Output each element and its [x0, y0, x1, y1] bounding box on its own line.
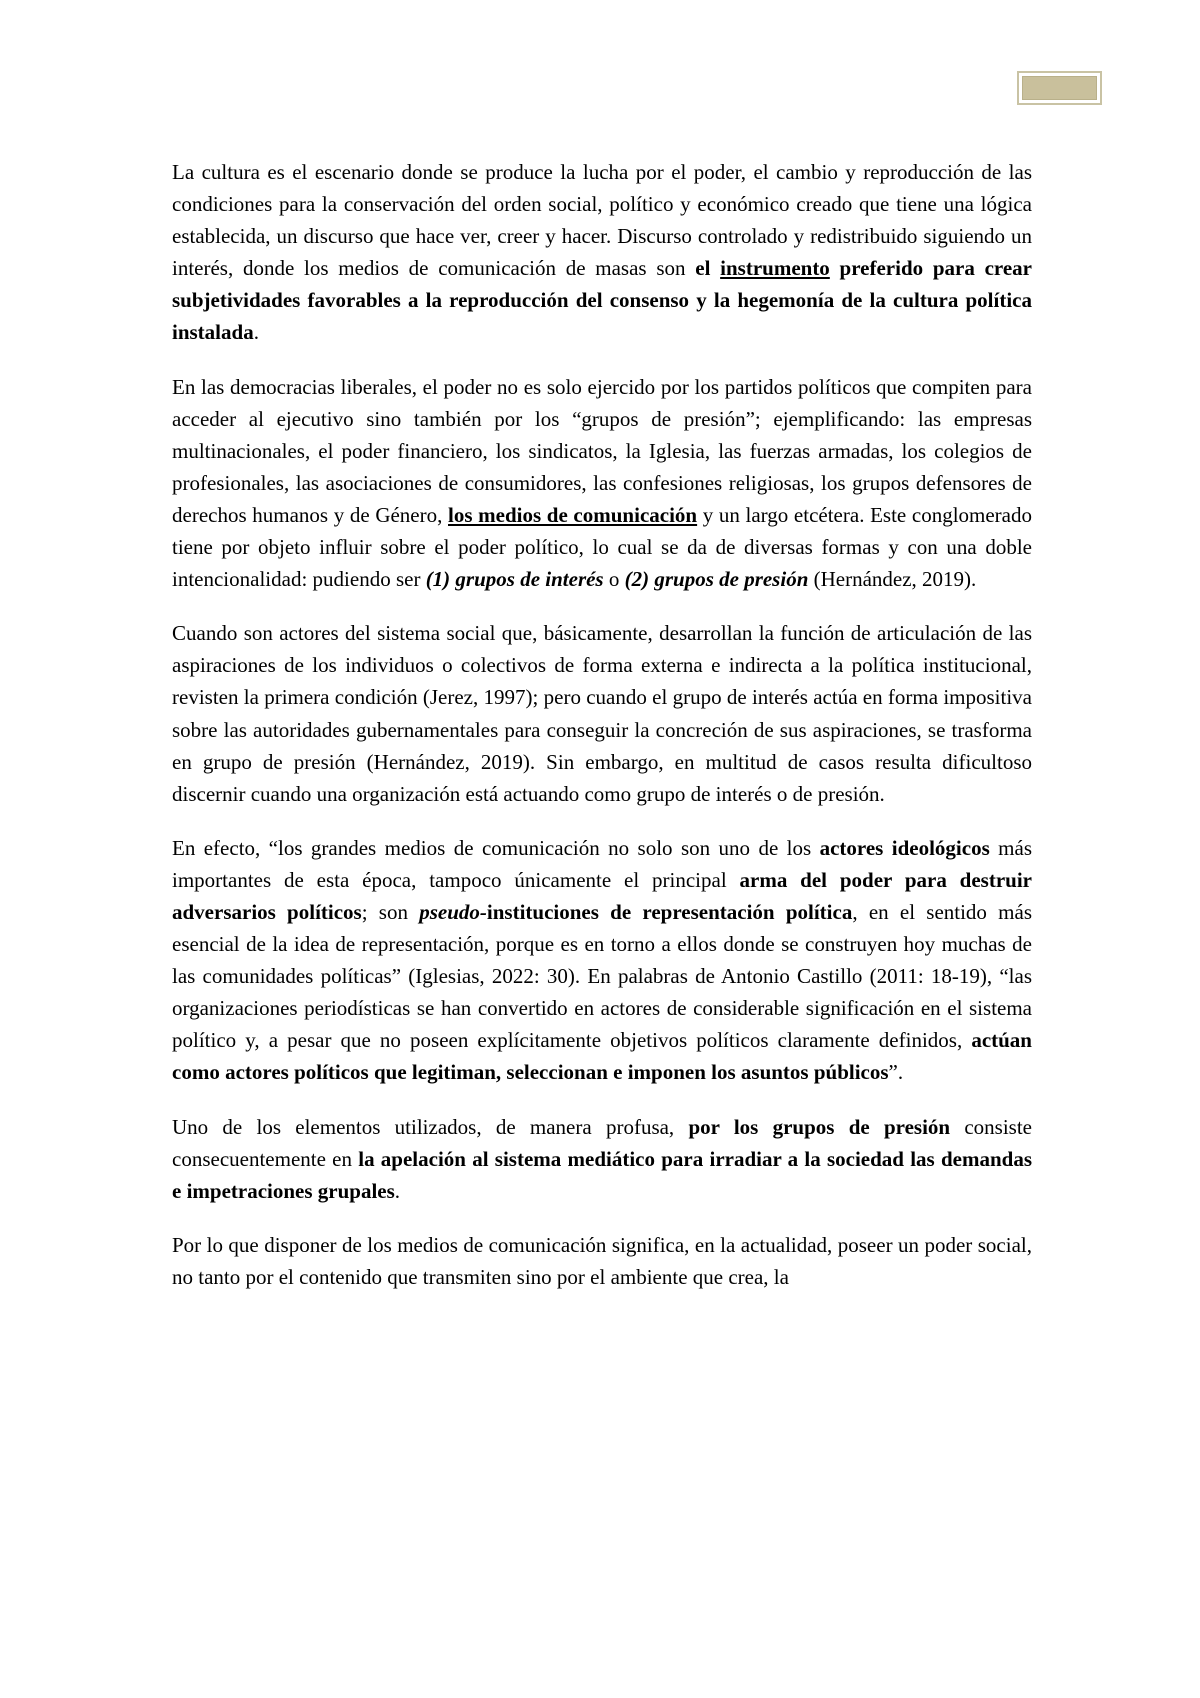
- bold-italic-text: (1) grupos de interés: [425, 567, 604, 592]
- text-run: consiste consecuentemente en: [172, 1114, 1033, 1171]
- text-run: En las democracias liberales, el poder no es solo ejercido por los partidos políticos que compiten para acceder al ejecutivo sino también por los “grupos de presión”; ejemplificando: las empresas multinacionales, el poder financiero, los sindicatos, la Iglesia, las fuerzas armadas, los colegios de profesionales, las asociaciones de consumidores, las confesiones religiosas, los grupos defensores de derechos humanos y de Género,: [172, 374, 1032, 527]
- text-run: Uno de los elementos utilizados, de manera profusa,: [172, 1114, 689, 1139]
- document-body: [172, 156, 1032, 1293]
- paragraph-6: [172, 1229, 1032, 1293]
- bold-underlined-text: los medios de comunicación: [448, 502, 698, 527]
- paragraph-3: [172, 617, 1032, 810]
- text-run: , en el sentido más esencial de la idea de representación, porque es en torno a ellos donde se construyen hoy muchas de las comunidades políticas” (Iglesias, 2022: 30). En palabras de Antonio Castillo (2011: 18-19), “las organizaciones periodísticas se han convertido en actores de considerable significación en el sistema político y, a pesar que no poseen explícitamente objetivos políticos claramente definidos,: [172, 899, 1032, 1053]
- bold-text: instituciones de representación política: [486, 899, 853, 924]
- bold-underlined-text: instrumento: [720, 256, 830, 281]
- bold-text: el: [695, 256, 721, 281]
- text-run: ; son: [361, 899, 420, 924]
- text-run: La cultura es el escenario donde se produce la lucha por el poder, el cambio y reproducción de las condiciones para la conservación del orden social, político y económico creado que tiene una lógica establecida, un discurso que hace ver, creer y hacer. Discurso controlado y redistribuido siguiendo un interés, donde los medios de comunicación de masas son: [172, 160, 1032, 281]
- text-run: .: [394, 1178, 401, 1203]
- text-run: o: [603, 567, 625, 592]
- paragraph-5: [172, 1111, 1032, 1207]
- paragraph-2: [172, 371, 1032, 596]
- text-run: .: [253, 320, 259, 345]
- paragraph-1: [172, 156, 1032, 349]
- bold-text: la apelación al sistema mediático para irradiar a la sociedad las demandas e impetraciones grupales: [172, 1146, 1032, 1203]
- text-run: ”.: [888, 1060, 904, 1085]
- paragraph-4: [172, 832, 1032, 1089]
- bold-text: por los grupos de presión: [688, 1114, 951, 1139]
- text-run: En efecto, “los grandes medios de comunicación no solo son uno de los: [172, 835, 820, 860]
- text-run: Cuando son actores del sistema social que, básicamente, desarrollan la función de articulación de las aspiraciones de los individuos o colectivos de forma externa e indirecta a la política institucional, revisten la primera condición (Jerez, 1997); pero cuando el grupo de interés actúa en forma impositiva sobre las autoridades gubernamentales para conseguir la concreción de sus aspiraciones, se trasforma en grupo de presión (Hernández, 2019). Sin embargo, en multitud de casos resulta dificultoso discernir cuando una organización está actuando como grupo de interés o de presión.: [172, 621, 1032, 806]
- bold-text: preferido para crear subjetividades favorables a la reproducción del consenso y la hegemonía de la cultura política instalada: [172, 256, 1033, 345]
- page-number-box-fill: [1022, 76, 1097, 100]
- bold-italic-text: (2) grupos de presión: [624, 567, 809, 592]
- text-run: y un largo etcétera. Este conglomerado tiene por objeto influir sobre el poder político, lo cual se da de diversas formas y con una doble intencionalidad: pudiendo ser: [172, 502, 1032, 592]
- page-number-box: [1017, 71, 1102, 105]
- text-run: más importantes de esta época, tampoco únicamente el principal: [172, 835, 1033, 892]
- text-run: (Hernández, 2019).: [808, 567, 977, 592]
- bold-text: arma del poder para destruir adversarios políticos: [172, 867, 1033, 924]
- bold-text: actúan como actores políticos que legitiman, seleccionan e imponen los asuntos públicos: [172, 1028, 1032, 1085]
- bold-italic-text: pseudo-: [419, 899, 487, 924]
- bold-text: actores ideológicos: [819, 835, 990, 860]
- text-run: Por lo que disponer de los medios de comunicación significa, en la actualidad, poseer un poder social, no tanto por el contenido que transmiten sino por el ambiente que crea, la: [172, 1232, 1032, 1289]
